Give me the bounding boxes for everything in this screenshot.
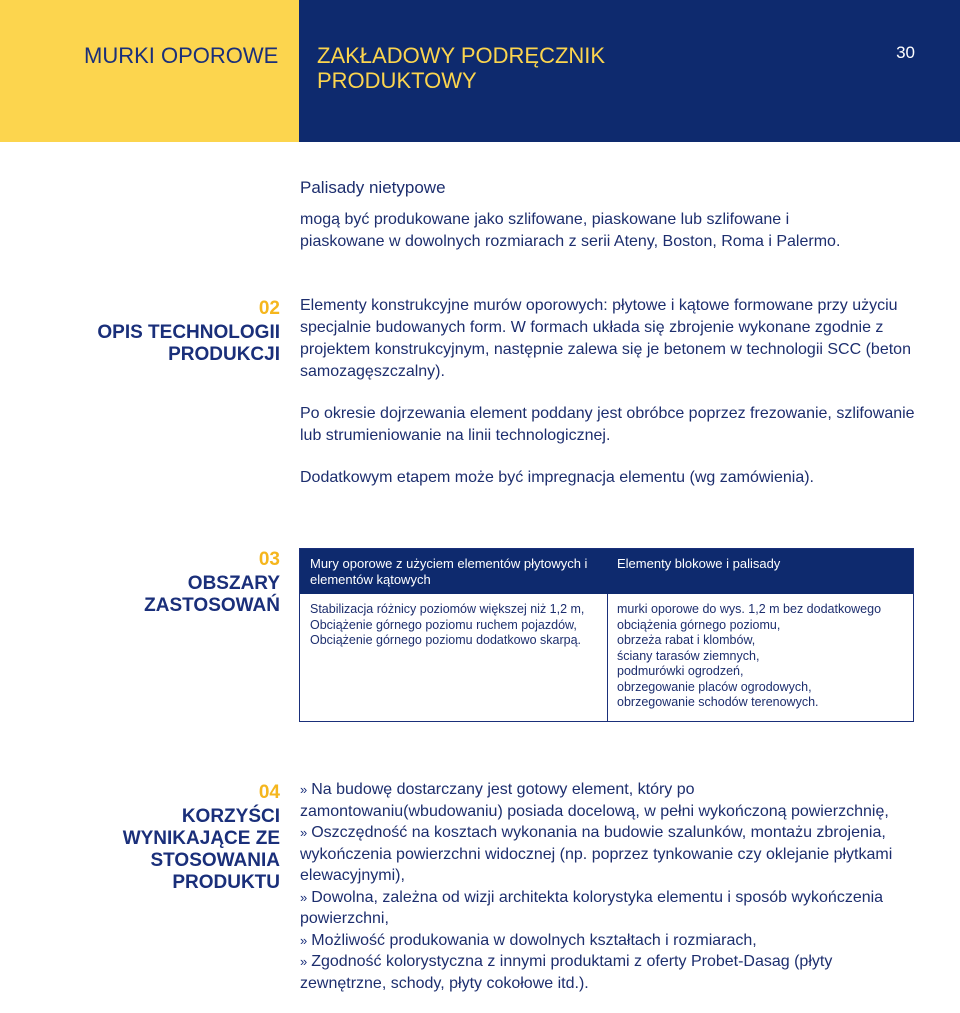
table-cell-line: obrzegowanie schodów terenowych. <box>617 695 819 709</box>
table-header-cell: Elementy blokowe i palisady <box>607 549 913 594</box>
table-cell-line: obrzeża rabat i klombów, <box>617 633 756 647</box>
section-02-title-line1: OPIS TECHNOLOGII <box>97 322 280 343</box>
list-item-text: Możliwość produkowania w dowolnych kształtach i rozmiarach, <box>311 931 757 949</box>
table-column <box>300 549 608 721</box>
table-cell-line: obrzegowanie placów ogrodowych, <box>617 679 812 694</box>
section-02-title-line2: PRODUKCJI <box>168 344 280 365</box>
bullet-icon: » <box>300 782 308 797</box>
section-02-number: 02 <box>258 298 280 319</box>
intro-text: mogą być produkowane jako szlifowane, piaskowane lub szlifowane i piaskowane w dowolnych rozmiarach z serii Ateny, Boston, Roma i Palermo. <box>300 211 841 250</box>
table-cell-line: Obciążenie górnego poziomu dodatkowo skarpą. <box>310 633 582 647</box>
section-03-number: 03 <box>258 549 280 570</box>
table-cell-line: Obciążenie górnego poziomu ruchem pojazdów, <box>310 617 577 632</box>
page-number: 30 <box>896 43 915 62</box>
table-cell <box>300 594 607 657</box>
applications-table <box>299 548 914 722</box>
table-cell-line: podmurówki ogrodzeń, <box>617 664 744 678</box>
section-02-paragraph: Dodatkowym etapem może być impregnacja elementu (wg zamówienia). <box>300 469 814 486</box>
header-title: ZAKŁADOWY PODRĘCZNIK PRODUKTOWY <box>317 43 606 93</box>
list-item <box>300 887 900 930</box>
section-04-title-line3: STOSOWANIA <box>150 850 280 871</box>
header-navy-band <box>299 0 960 142</box>
bullet-icon: » <box>300 825 308 840</box>
section-02-paragraph: Po okresie dojrzewania element poddany jest obróbce poprzez frezowanie, szlifowanie lub strumieniowanie na linii technologicznej. <box>300 405 915 444</box>
bullet-icon: » <box>300 932 308 948</box>
section-04-label <box>123 782 280 894</box>
section-02-body <box>300 295 920 509</box>
list-item <box>300 930 900 952</box>
list-item <box>300 779 900 822</box>
table-cell-line: murki oporowe do wys. 1,2 m bez dodatkowego obciążenia górnego poziomu, <box>617 602 882 632</box>
header-yellow-band <box>0 0 299 142</box>
section-03-title-line2: ZASTOSOWAŃ <box>144 595 280 616</box>
list-item-text: Na budowę dostarczany jest gotowy element, który po zamontowaniu(wbudowaniu) posiada docelową, w pełni wykończoną powierzchnię, <box>300 781 889 820</box>
table-column <box>607 549 913 721</box>
section-02-label <box>97 298 280 366</box>
list-item-text: Dowolna, zależna od wizji architekta kolorystyka elementu i sposób wykończenia powierzchni, <box>300 888 884 927</box>
bullet-icon: » <box>300 954 308 969</box>
table-cell <box>607 594 913 719</box>
section-03-label <box>144 549 280 617</box>
section-02-paragraph: Elementy konstrukcyjne murów oporowych: płytowe i kątowe formowane przy użyciu specjalnie budowanych form. W formach układa się zbrojenie wykonane zgodnie z projektem konstrukcyjnym, następnie zalewa się je betonem w technologii SCC (beton samozagęszczalny). <box>300 297 911 380</box>
table-header-cell: Mury oporowe z użyciem elementów płytowych i elementów kątowych <box>300 549 607 594</box>
list-item-text: Zgodność kolorystyczna z innymi produktami z oferty Probet-Dasag (płyty zewnętrzne, schody, płyty cokołowe itd.). <box>300 953 833 992</box>
benefits-list <box>300 779 900 994</box>
list-item-text: Oszczędność na kosztach wykonania na budowie szalunków, montażu zbrojenia, wykończenia powierzchni widocznej (np. poprzez tynkowanie czy oklejanie płytkami elewacyjnymi), <box>300 824 893 884</box>
section-04-title-line4: PRODUKTU <box>172 872 280 893</box>
section-03-title-line1: OBSZARY <box>187 573 280 594</box>
header-section-name: MURKI OPOROWE <box>84 43 279 68</box>
section-04-title-line2: WYNIKAJĄCE ZE <box>122 828 280 849</box>
section-04-title-line1: KORZYŚCI <box>181 806 280 827</box>
list-item <box>300 951 900 994</box>
list-item <box>300 822 900 887</box>
bullet-icon: » <box>300 889 308 905</box>
section-04-number: 04 <box>258 782 280 803</box>
intro-heading: Palisady nietypowe <box>300 178 446 197</box>
table-cell-line: Stabilizacja różnicy poziomów większej niż 1,2 m, <box>310 602 585 616</box>
table-cell-line: ściany tarasów ziemnych, <box>617 648 760 663</box>
